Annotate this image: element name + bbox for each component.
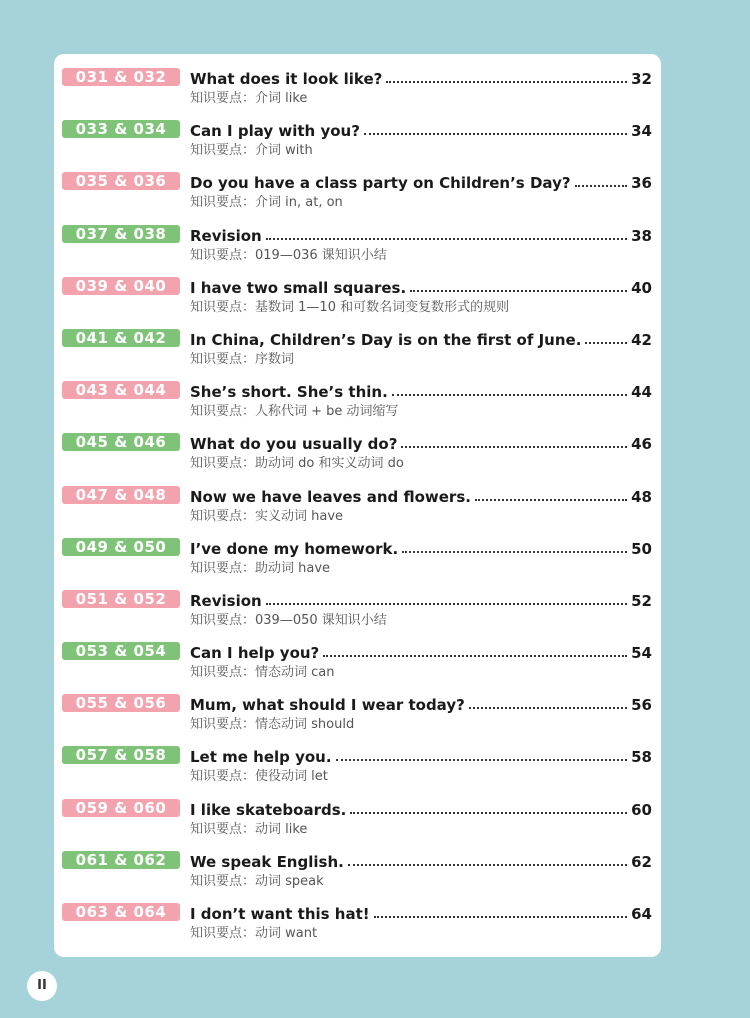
lesson-title[interactable]: I don’t want this hat!: [190, 905, 370, 923]
key-point-label: 知识要点：: [190, 143, 256, 159]
lesson-badge: 057 & 058: [62, 746, 180, 764]
entry-title-line: [190, 430, 652, 454]
entry-title-line: [190, 483, 652, 507]
key-point-label: 知识要点：: [190, 299, 256, 315]
page-ref[interactable]: 34: [631, 122, 652, 141]
key-point: [190, 352, 294, 368]
page-ref[interactable]: 64: [631, 905, 652, 923]
lesson-badge: 053 & 054: [62, 642, 180, 660]
toc-entry[interactable]: [62, 222, 652, 274]
page-number: II: [27, 971, 57, 1001]
lesson-title[interactable]: I have two small squares.: [190, 278, 407, 297]
key-point: [190, 874, 324, 890]
dot-leader: [469, 707, 627, 709]
lesson-title[interactable]: Let me help you.: [190, 748, 332, 767]
toc-entry[interactable]: [62, 900, 652, 952]
page-ref[interactable]: 38: [631, 226, 652, 245]
dot-leader: [348, 864, 627, 866]
entry-title-line: [190, 691, 652, 715]
page-ref[interactable]: 54: [631, 644, 652, 663]
key-point-label: 知识要点：: [190, 873, 256, 889]
lesson-badge: 041 & 042: [62, 329, 180, 347]
key-point-text: 实义动词 have: [255, 508, 344, 524]
lesson-badge: 033 & 034: [62, 120, 180, 138]
page-ref[interactable]: 42: [631, 330, 652, 349]
entry-title-line: [190, 274, 652, 298]
entry-title-line: [190, 169, 652, 193]
toc-card: [54, 54, 661, 957]
key-point-label: 知识要点：: [190, 926, 256, 941]
lesson-badge: 049 & 050: [62, 538, 180, 556]
toc-entry[interactable]: [62, 796, 652, 848]
key-point: [190, 717, 354, 733]
key-point-label: 知识要点：: [190, 717, 256, 733]
key-point: [190, 769, 328, 785]
dot-leader: [266, 603, 627, 605]
lesson-badge: 031 & 032: [62, 68, 180, 86]
lesson-badge: 061 & 062: [62, 851, 180, 869]
dot-leader: [386, 81, 627, 83]
page-ref[interactable]: 46: [631, 435, 652, 454]
lesson-badge: 055 & 056: [62, 694, 180, 712]
toc-entry[interactable]: [62, 743, 652, 795]
entry-title-line: [190, 587, 652, 611]
key-point: [190, 404, 399, 420]
key-point-label: 知识要点：: [190, 351, 256, 367]
key-point-text: 助动词 have: [255, 560, 331, 576]
key-point-label: 知识要点：: [190, 769, 256, 785]
key-point: [190, 926, 317, 942]
key-point-label: 知识要点：: [190, 821, 256, 837]
entry-title-line: [190, 326, 652, 350]
toc-entry[interactable]: [62, 639, 652, 691]
entry-title-line: [190, 900, 652, 924]
lesson-badge: 035 & 036: [62, 172, 180, 190]
key-point-label: 知识要点：: [190, 456, 256, 472]
toc-entry[interactable]: [62, 430, 652, 482]
entry-title-line: [190, 378, 652, 402]
lesson-title[interactable]: She’s short. She’s thin.: [190, 383, 388, 402]
lesson-badge: 039 & 040: [62, 277, 180, 295]
entry-title-line: [190, 848, 652, 872]
dot-leader: [336, 759, 628, 761]
page-ref[interactable]: 36: [631, 174, 652, 193]
toc-entry[interactable]: [62, 848, 652, 900]
entry-title-line: [190, 796, 652, 820]
lesson-badge: 045 & 046: [62, 433, 180, 451]
dot-leader: [350, 812, 627, 814]
lesson-title[interactable]: Mum, what should I wear today?: [190, 696, 465, 715]
lesson-title[interactable]: In China, Children’s Day is on the first of June.: [190, 330, 582, 349]
key-point-text: 情态动词 should: [255, 717, 355, 733]
lesson-badge: 043 & 044: [62, 381, 180, 399]
lesson-badge: 051 & 052: [62, 590, 180, 608]
dot-leader: [364, 133, 627, 135]
lesson-title[interactable]: Do you have a class party on Children’s Day?: [190, 174, 571, 193]
key-point-text: 人称代词 + be 动词缩写: [255, 404, 399, 420]
toc-entry[interactable]: [62, 378, 652, 430]
dot-leader: [475, 499, 627, 501]
toc-entry[interactable]: [62, 535, 652, 587]
page-ref[interactable]: 32: [631, 70, 652, 88]
dot-leader: [575, 185, 628, 187]
key-point-label: 知识要点：: [190, 560, 256, 576]
key-point-text: 基数词 1—10 和可数名词变复数形式的规则: [255, 299, 510, 315]
page-ref[interactable]: 60: [631, 800, 652, 819]
key-point-label: 知识要点：: [190, 91, 256, 106]
entry-title-line: [190, 65, 652, 89]
table-of-contents: [62, 65, 652, 952]
lesson-badge: 047 & 048: [62, 486, 180, 504]
key-point: [190, 613, 387, 629]
page-ref[interactable]: 48: [631, 487, 652, 506]
lesson-badge: 059 & 060: [62, 799, 180, 817]
key-point: [190, 822, 307, 838]
key-point: [190, 456, 404, 472]
key-point: [190, 91, 307, 107]
key-point-text: 介词 like: [255, 91, 308, 106]
toc-entry[interactable]: [62, 483, 652, 535]
key-point-text: 动词 like: [255, 821, 308, 837]
lesson-title[interactable]: We speak English.: [190, 852, 344, 871]
key-point-text: 019—036 课知识小结: [255, 247, 387, 263]
lesson-title[interactable]: What do you usually do?: [190, 435, 398, 454]
key-point: [190, 248, 387, 264]
entry-title-line: [190, 743, 652, 767]
lesson-title[interactable]: I like skateboards.: [190, 800, 347, 819]
key-point-text: 助动词 do 和实义动词 do: [255, 456, 404, 472]
key-point-text: 介词 with: [255, 143, 313, 159]
lesson-badge: 037 & 038: [62, 225, 180, 243]
lesson-title[interactable]: I’ve done my homework.: [190, 539, 399, 558]
dot-leader: [374, 916, 628, 918]
key-point: [190, 195, 343, 211]
key-point: [190, 300, 509, 316]
page-ref[interactable]: 52: [631, 591, 652, 610]
page-ref[interactable]: 50: [631, 539, 652, 558]
entry-title-line: [190, 535, 652, 559]
entry-title-line: [190, 117, 652, 141]
toc-entry[interactable]: [62, 587, 652, 639]
dot-leader: [401, 446, 627, 448]
key-point-label: 知识要点：: [190, 247, 256, 263]
lesson-badge: 063 & 064: [62, 903, 180, 921]
lesson-title[interactable]: Revision: [190, 591, 262, 610]
page-ref[interactable]: 58: [631, 748, 652, 767]
dot-leader: [585, 342, 627, 344]
key-point-label: 知识要点：: [190, 665, 256, 681]
dot-leader: [323, 655, 627, 657]
key-point-text: 039—050 课知识小结: [255, 612, 387, 628]
key-point-label: 知识要点：: [190, 195, 256, 211]
lesson-title[interactable]: Can I play with you?: [190, 122, 360, 141]
key-point-label: 知识要点：: [190, 508, 256, 524]
toc-entry[interactable]: [62, 65, 652, 117]
toc-entry[interactable]: [62, 274, 652, 326]
key-point-text: 介词 in, at, on: [255, 195, 343, 211]
toc-entry[interactable]: [62, 117, 652, 169]
key-point-text: 使役动词 let: [255, 769, 328, 785]
key-point-text: 动词 want: [255, 926, 318, 941]
toc-entry[interactable]: [62, 169, 652, 221]
entry-title-line: [190, 639, 652, 663]
page-ref[interactable]: 56: [631, 696, 652, 715]
entry-title-line: [190, 222, 652, 246]
key-point: [190, 143, 313, 159]
lesson-title[interactable]: Revision: [190, 226, 262, 245]
key-point: [190, 665, 335, 681]
key-point-label: 知识要点：: [190, 404, 256, 420]
toc-entry[interactable]: [62, 691, 652, 743]
key-point-text: 序数词: [255, 351, 295, 367]
page-ref[interactable]: 62: [631, 852, 652, 871]
dot-leader: [392, 394, 627, 396]
page-ref[interactable]: 40: [631, 278, 652, 297]
lesson-title[interactable]: What does it look like?: [190, 70, 383, 88]
key-point-text: 动词 speak: [255, 873, 324, 889]
key-point: [190, 561, 330, 577]
dot-leader: [402, 551, 627, 553]
dot-leader: [266, 238, 627, 240]
key-point-text: 情态动词 can: [255, 665, 335, 681]
dot-leader: [410, 290, 627, 292]
toc-entry[interactable]: [62, 326, 652, 378]
key-point: [190, 509, 343, 525]
page-ref[interactable]: 44: [631, 383, 652, 402]
key-point-label: 知识要点：: [190, 612, 256, 628]
lesson-title[interactable]: Now we have leaves and flowers.: [190, 487, 471, 506]
lesson-title[interactable]: Can I help you?: [190, 644, 320, 663]
